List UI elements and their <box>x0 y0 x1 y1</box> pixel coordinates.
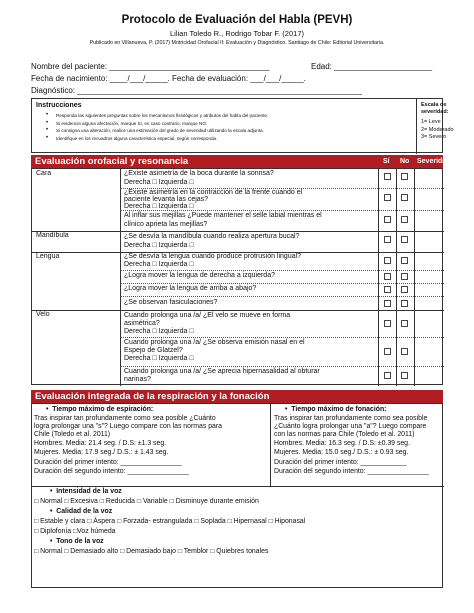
orofacial-table <box>31 168 443 385</box>
question-text: clínico aprieta las mejillas? <box>124 221 208 228</box>
expiration-second-attempt[interactable]: Duración del segundo intento: ________________ <box>34 468 189 475</box>
authors: Lilian Toledo R., Rodrigo Tobar F. (2017) <box>170 29 304 38</box>
question-text: Cuando prolonga una /a/ ¿El velo se mueve en forma <box>124 312 291 319</box>
dates-field[interactable]: Fecha de nacimiento: ____/___/_____. Fecha de evaluación: ___/___/_____. <box>31 74 306 83</box>
instruction-item: • Si evidencia alguna afectación, marque Sí, en caso contrario, marque NO. <box>46 120 376 128</box>
group-lengua: Lengua <box>36 253 60 260</box>
instructions-box <box>31 98 454 153</box>
checkbox-no[interactable] <box>401 300 408 307</box>
checkbox-no[interactable] <box>401 273 408 280</box>
scale-title-line: severidad: <box>421 108 449 115</box>
phonation-title-text: Tiempo máximo de fonación: <box>291 406 387 413</box>
instruction-item: • Responda las siguientes preguntas sobre los mecanismos fisiológicos y atributos del habla del paciente. <box>46 112 376 120</box>
checkbox-si[interactable] <box>384 257 391 264</box>
severity-scale <box>416 99 474 154</box>
tone-title: • Tono de la voz <box>50 538 104 545</box>
respiration-section-header <box>31 390 443 403</box>
tone-title-text: Tono de la voz <box>56 538 104 545</box>
side-options[interactable]: Derecha □ Izquierda □ <box>124 355 194 362</box>
expiration-first-attempt[interactable]: Duración del primer intento: ________________ <box>34 459 182 466</box>
group-velo: Velo <box>36 311 50 318</box>
instruction-item: • Identifique en los recuadros alguna característica especial, según corresponda. <box>46 135 376 143</box>
question-text: ¿Se desvía la lengua cuando produce protrusión lingual? <box>124 253 302 260</box>
phonation-line: Hombres. Media: 16.3 seg. / D.S: ±0.39 seg. <box>274 440 410 447</box>
intensity-title: • Intensidad de la voz <box>50 488 122 495</box>
question-text: Espejo de Glatzel? <box>124 347 183 354</box>
respiration-box <box>31 403 443 588</box>
instructions-list <box>46 112 376 142</box>
checkbox-si[interactable] <box>384 372 391 379</box>
question-text: ¿Logra mover la lengua de derecha a izquierda? <box>124 272 275 279</box>
intensity-options[interactable]: □ Normal □ Excesiva □ Reducida □ Variable □ Disminuye durante emisión <box>34 498 259 505</box>
orofacial-title: Evaluación orofacial y resonancia <box>35 156 189 167</box>
checkbox-si[interactable] <box>384 173 391 180</box>
checkbox-no[interactable] <box>401 372 408 379</box>
phonation-line: Mujeres. Media: 15.0 seg./ D.S.: ± 0.93 seg. <box>274 449 409 456</box>
scale-item: 3= Severo <box>421 134 447 140</box>
diagnosis-field[interactable]: Diagnóstico: ________________________________________________________________ <box>31 86 362 95</box>
side-options[interactable]: Derecha □ Izquierda □ <box>124 203 194 210</box>
scale-title-line: Escala de <box>421 102 447 108</box>
question-text: ¿Se desvía la mandíbula cuando realiza apertura bucal? <box>124 233 300 240</box>
expiration-line: Mujeres. Media: 17.9 seg./ D.S.: ± 1.43 seg. <box>34 449 169 456</box>
respiration-title: Evaluación integrada de la respiración y la fonación <box>35 391 270 402</box>
tone-options[interactable]: □ Normal □ Demasiado alto □ Demasiado bajo □ Temblor □ Quiebres tonales <box>34 548 269 555</box>
checkbox-no[interactable] <box>401 216 408 223</box>
question-text: Cuando prolonga una /a/ ¿Se observa emisión nasal en el <box>124 339 305 346</box>
question-text: asimétrica? <box>124 320 160 327</box>
checkbox-si[interactable] <box>384 236 391 243</box>
quality-options[interactable]: □ Estable y clara □ Áspera □ Forzada- estrangulada □ Soplada □ Hipernasal □ Hiponasal <box>34 518 306 525</box>
checkbox-si[interactable] <box>384 273 391 280</box>
checkbox-no[interactable] <box>401 320 408 327</box>
phonation-line: ¿Cuánto logra prolongar una "a"? Luego compare <box>274 423 427 430</box>
question-text: Cuando prolonga una /a/ ¿Se aprecia hipernasalidad al obturar <box>124 368 320 375</box>
checkbox-si[interactable] <box>384 194 391 201</box>
question-text: ¿Existe asimetría en la contracción de la frente cuando el <box>124 189 303 196</box>
phonation-title: • Tiempo máximo de fonación: <box>285 406 387 413</box>
expiration-line: Chile (Toledo et al. 2011) <box>34 431 111 438</box>
expiration-title-text: Tiempo máximo de espiración: <box>52 406 154 413</box>
side-options[interactable]: Derecha □ Izquierda □ <box>124 179 194 186</box>
scale-item: 2= Moderado <box>421 126 454 133</box>
checkbox-no[interactable] <box>401 286 408 293</box>
page-title: Protocolo de Evaluación del Habla (PEVH) <box>121 14 353 26</box>
expiration-line: logra prolongar una "s"? Luego compare con las normas para <box>34 423 222 430</box>
checkbox-no[interactable] <box>401 173 408 180</box>
quality-title: • Calidad de la voz <box>50 508 113 515</box>
phonation-second-attempt[interactable]: Duración del segundo intento: ________________ <box>274 468 429 475</box>
question-text: ¿Existe asimetría de la boca durante la sonrisa? <box>124 170 274 177</box>
quality-title-text: Calidad de la voz <box>56 508 113 515</box>
phonation-line: con las normas para Chile (Toledo et al. 2011) <box>274 431 415 438</box>
checkbox-si[interactable] <box>384 348 391 355</box>
expiration-line: Hombres. Media: 21.4 seg. / D.S: ±1.3 seg. <box>34 440 167 447</box>
side-options[interactable]: Derecha □ Izquierda □ <box>124 261 194 268</box>
side-options[interactable]: Derecha □ Izquierda □ <box>124 242 194 249</box>
checkbox-si[interactable] <box>384 320 391 327</box>
phonation-first-attempt[interactable]: Duración del primer intento: ____________ <box>274 459 407 466</box>
checkbox-no[interactable] <box>401 257 408 264</box>
expiration-title: • Tiempo máximo de espiración: <box>46 406 154 413</box>
side-options[interactable]: Derecha □ Izquierda □ <box>124 328 194 335</box>
orofacial-section-header <box>31 155 451 168</box>
col-no: No <box>400 158 410 165</box>
question-text: ¿Se observan fasiculaciones? <box>124 299 218 306</box>
instruction-item: • Si consigna una alteración, realice una estimación del grado de severidad utilizando la escala adjunta. <box>46 127 376 135</box>
question-text: Al inflar sus mejillas ¿Puede mantener el selle labial mientras el <box>124 212 322 219</box>
quality-options[interactable]: □ Diplofonía □Voz húmeda <box>34 528 116 535</box>
group-cara: Cara <box>36 170 52 177</box>
checkbox-no[interactable] <box>401 348 408 355</box>
col-si: Sí <box>383 158 390 165</box>
checkbox-no[interactable] <box>401 194 408 201</box>
question-text: narinas? <box>124 376 151 383</box>
checkbox-no[interactable] <box>401 236 408 243</box>
age-field[interactable]: Edad: ______________________ <box>311 62 433 71</box>
patient-name-field[interactable]: Nombre del paciente: ____________________________________ <box>31 62 270 71</box>
instructions-title: Instrucciones <box>36 102 82 109</box>
col-severity: Severidad <box>417 158 451 165</box>
checkbox-si[interactable] <box>384 216 391 223</box>
intensity-title-text: Intensidad de la voz <box>56 488 122 495</box>
question-text: ¿Logra mover la lengua de arriba a abajo? <box>124 285 257 292</box>
group-mandibula: Mandíbula <box>36 232 69 239</box>
phonation-line: Tras inspirar tan profundamente como sea posible <box>274 415 428 422</box>
checkbox-si[interactable] <box>384 286 391 293</box>
publication-note: Publicado en Villanueva, P. (2017) Motricidad Orofacial II: Evaluación y Diagnóstico. Santiago de Chile: Editorial Universitaria. <box>89 40 385 46</box>
scale-title <box>421 102 471 115</box>
scale-item: 1= Leve <box>421 119 441 125</box>
checkbox-si[interactable] <box>384 300 391 307</box>
question-text: paciente levanta las cejas? <box>124 196 209 203</box>
expiration-line: Tras inspirar tan profundamente como sea posible ¿Cuánto <box>34 415 216 422</box>
scale-items <box>421 119 471 142</box>
